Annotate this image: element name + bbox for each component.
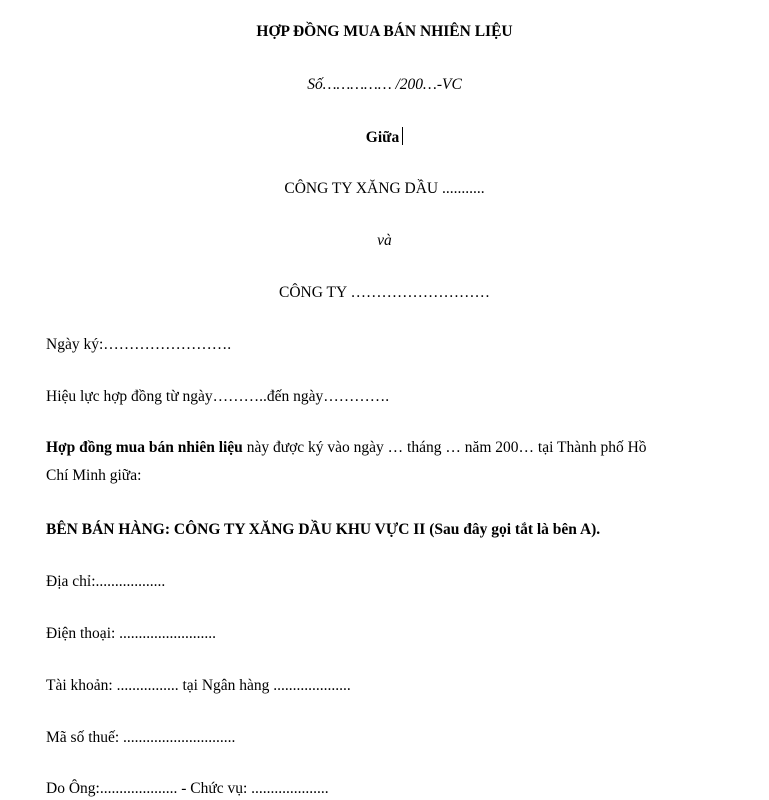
and-label: và xyxy=(377,232,392,249)
text-cursor xyxy=(402,127,403,145)
party-one: CÔNG TY XĂNG DẦU ........... xyxy=(284,180,485,197)
intro-text-line1: này được ký vào ngày … tháng … năm 200… tại Thành phố Hồ xyxy=(242,439,647,456)
party-two: CÔNG TY ……………………… xyxy=(279,284,490,301)
account-field: Tài khoản: ................ tại Ngân hàng .................... xyxy=(46,677,351,694)
address-field: Địa chỉ:.................. xyxy=(46,573,166,590)
contract-number: Số…………… /200…-VC xyxy=(307,76,462,93)
between-text: Giữa xyxy=(365,129,400,146)
seller-heading: BÊN BÁN HÀNG: CÔNG TY XĂNG DẦU KHU VỰC II (Sau đây gọi tắt là bên A). xyxy=(46,521,601,538)
sign-date: Ngày ký:……………………. xyxy=(46,336,232,353)
representative-field: Do Ông:.................... - Chức vụ: .................... xyxy=(46,780,329,797)
intro-paragraph xyxy=(46,434,749,490)
phone-field: Điện thoại: ......................... xyxy=(46,625,217,642)
validity-period: Hiệu lực hợp đồng từ ngày………..đến ngày…………. xyxy=(46,388,390,405)
document-title: HỢP ĐỒNG MUA BÁN NHIÊN LIỆU xyxy=(256,23,513,40)
between-label[interactable] xyxy=(0,127,769,148)
intro-text-line2: Chí Minh giữa: xyxy=(46,467,142,484)
tax-code-field: Mã số thuế: ............................. xyxy=(46,729,236,746)
intro-bold-text: Hợp đồng mua bán nhiên liệu xyxy=(46,439,243,456)
